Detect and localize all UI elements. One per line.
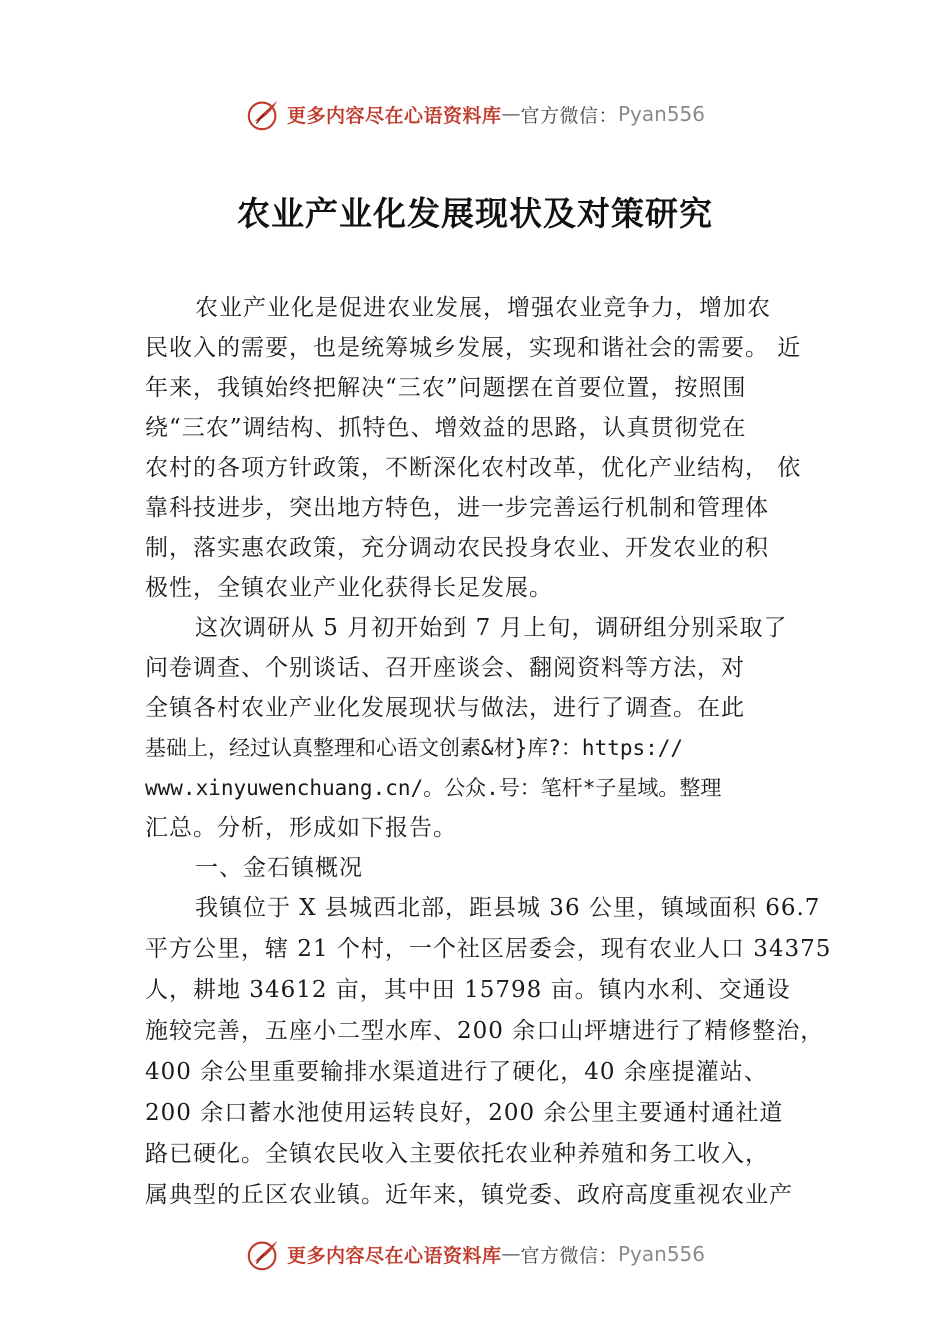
body-line: 400 余公里重要输排水渠道进行了硬化，40 余座提灌站、 — [145, 1059, 768, 1085]
body-line: 制，落实惠农政策，充分调动农民投身农业、开发农业的积 — [145, 535, 769, 561]
section-heading: 一、金石镇概况 — [195, 855, 363, 881]
body-line: 200 余口蓄水池使用运转良好，200 余公里主要通村通社道 — [145, 1100, 784, 1126]
body-line: 我镇位于 X 县城西北部，距县城 36 公里，镇域面积 66.7 — [195, 895, 821, 921]
body-line: 属典型的丘区农业镇。近年来，镇党委、政府高度重视农业产 — [145, 1182, 793, 1208]
header-watermark-banner — [0, 92, 950, 136]
body-line: 极性，全镇农业产业化获得长足发展。 — [145, 575, 553, 601]
body-line: 靠科技进步，突出地方特色，进一步完善运行机制和管理体 — [145, 495, 769, 521]
quill-pen-logo-icon — [245, 95, 283, 133]
body-line: 绕“三农”调结构、抓特色、增效益的思路，认真贯彻党在 — [145, 415, 747, 441]
body-line: 路已硬化。全镇农民收入主要依托农业种养殖和务工收入， — [145, 1141, 769, 1167]
banner-site-text: 更多内容尽在心语资料库 — [286, 1244, 502, 1267]
body-line: 施较完善，五座小二型水库、200 余口山坪塘进行了精修整治， — [145, 1018, 825, 1044]
body-line: 这次调研从 5 月初开始到 7 月上旬，调研组分别采取了 — [195, 615, 788, 641]
banner-wechat-id: Pyan556 — [618, 102, 706, 126]
banner-dash: — — [501, 1243, 521, 1265]
document-title: 农业产业化发展现状及对策研究 — [237, 194, 713, 233]
body-line: 人，耕地 34612 亩，其中田 15798 亩。镇内水利、交通设 — [145, 977, 791, 1003]
quill-pen-logo-icon — [245, 1235, 283, 1273]
body-line: 农村的各项方针政策，不断深化农村改革，优化产业结构， 依 — [145, 455, 802, 481]
banner-wechat-id: Pyan556 — [618, 1242, 706, 1266]
body-line: 全镇各村农业产业化发展现状与做法，进行了调查。在此 — [145, 695, 745, 721]
body-line: www.xinyuwenchuang.cn/。公众.号：笔杆*子星域。整理 — [145, 776, 722, 800]
body-line: 汇总。分析，形成如下报告。 — [145, 815, 457, 841]
body-line: 年来，我镇始终把解决“三农”问题摆在首要位置，按照围 — [145, 375, 747, 401]
footer-watermark-banner — [0, 1232, 950, 1276]
banner-wechat-label: 官方微信： — [520, 104, 618, 127]
document-body — [145, 288, 835, 1216]
body-line: 平方公里，辖 21 个村，一个社区居委会，现有农业人口 34375 — [145, 936, 832, 962]
banner-wechat-label: 官方微信： — [520, 1244, 618, 1267]
banner-dash: — — [501, 103, 521, 125]
body-line: 民收入的需要，也是统筹城乡发展，实现和谐社会的需要。 近 — [145, 335, 802, 361]
body-line: 基础上，经过认真整理和心语文创素&材}库?：https:// — [145, 736, 684, 760]
body-line: 问卷调查、个别谈话、召开座谈会、翻阅资料等方法，对 — [145, 655, 745, 681]
body-line: 农业产业化是促进农业发展，增强农业竞争力，增加农 — [195, 295, 771, 321]
banner-site-text: 更多内容尽在心语资料库 — [286, 104, 502, 127]
